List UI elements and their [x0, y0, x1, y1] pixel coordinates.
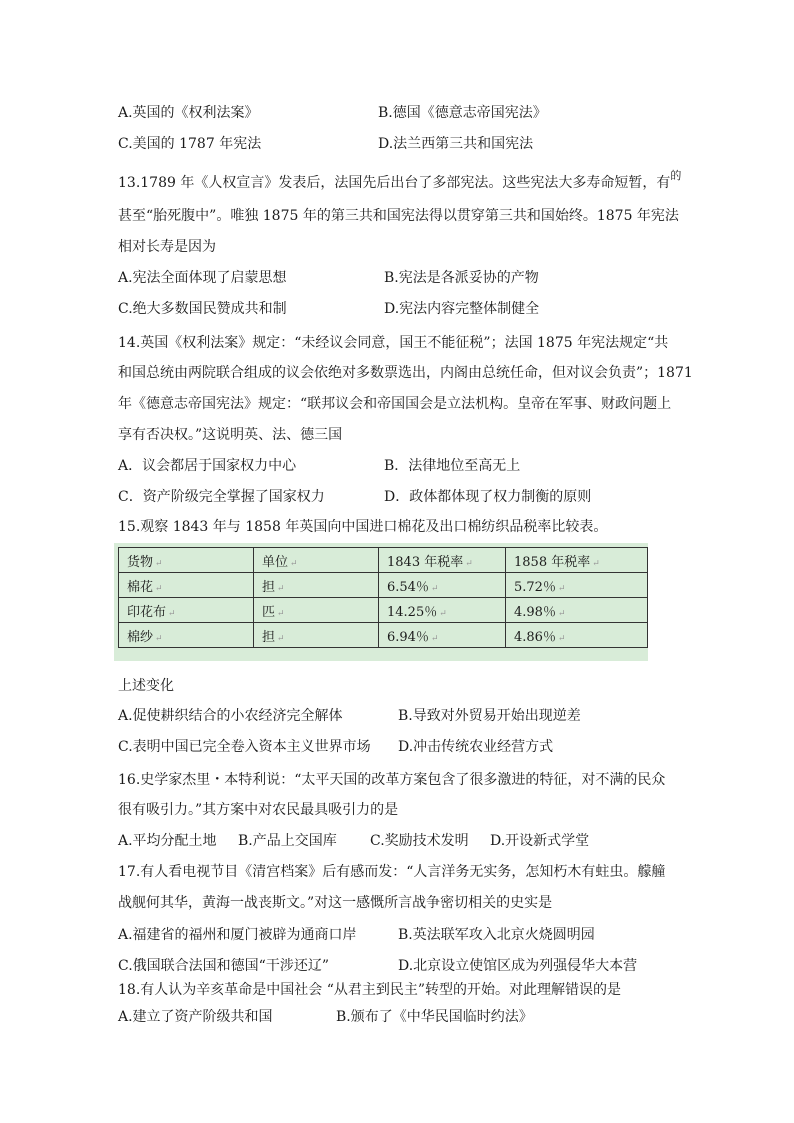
q14-stem-line-3: 年《德意志帝国宪法》规定：“联邦议会和帝国国会是立法机构。皇帝在军事、财政问题上 — [118, 396, 672, 412]
tariff-table-header-row — [119, 548, 648, 573]
table-cell: 6.54％ ↵ — [379, 573, 506, 598]
q17-stem-line-1: 17.有人看电视节目《清宫档案》后有感而发：“人言洋务无实务，怎知朽木有蛀虫。艨艟 — [118, 864, 666, 880]
q12-options-row-2 — [118, 135, 678, 153]
q17-option-d[interactable]: D.北京设立使馆区成为列强侵华大本营 — [398, 958, 638, 974]
q15-stem-line-1: 15.观察 1843 年与 1858 年英国向中国进口棉花及出口棉纺织品税率比较表。 — [118, 519, 608, 535]
q15-after-text: 上述变化 — [118, 678, 174, 694]
q16-option-a[interactable]: A.平均分配土地 — [118, 833, 217, 849]
q15-options-row-1 — [118, 707, 678, 725]
q14-stem-line-4: 享有否决权。”这说明英、法、德三国 — [118, 427, 343, 443]
q12-option-a[interactable]: A.英国的《权利法案》 — [118, 105, 259, 121]
q13-option-d[interactable]: D.宪法内容完整体制健全 — [384, 301, 540, 317]
q13-stem-sup: 的 — [670, 169, 682, 182]
q12-options-row-1 — [118, 104, 678, 122]
table-row — [119, 598, 648, 623]
q14-stem-line-2: 和国总统由两院联合组成的议会依绝对多数票选出，内阁由总统任命，但对议会负责”；1871 — [118, 365, 693, 381]
q14-options-row-1 — [118, 457, 678, 475]
q12-option-b[interactable]: B.德国《德意志帝国宪法》 — [378, 105, 547, 121]
q15-options-row-2 — [118, 738, 678, 756]
q13-stem-line-3: 相对长寿是因为 — [118, 239, 216, 255]
table-cell: 印花布 ↵ — [119, 598, 254, 623]
q14-option-b[interactable]: B．法律地位至高无上 — [384, 458, 521, 474]
table-cell: 5.72％ ↵ — [506, 573, 648, 598]
table-cell: 4.86％ ↵ — [506, 623, 648, 648]
q13-stem-line-1 — [118, 169, 682, 193]
q17-option-a[interactable]: A.福建省的福州和厦门被辟为通商口岸 — [118, 927, 357, 943]
q13-options-row-1 — [118, 269, 678, 287]
q15-option-b[interactable]: B.导致对外贸易开始出现逆差 — [398, 708, 581, 724]
q15-option-d[interactable]: D.冲击传统农业经营方式 — [398, 739, 554, 755]
table-cell: 14.25％ ↵ — [379, 598, 506, 623]
q18-stem-line-1: 18.有人认为辛亥革命是中国社会 “从君主到民主”转型的开始。对此理解错误的是 — [118, 982, 622, 998]
table-cell: 6.94％ ↵ — [379, 623, 506, 648]
q14-option-c[interactable]: C．资产阶级完全掌握了国家权力 — [118, 489, 325, 505]
q17-option-b[interactable]: B.英法联军攻入北京火烧圆明园 — [398, 927, 595, 943]
q16-option-c[interactable]: C.奖励技术发明 — [370, 833, 469, 849]
q17-option-c[interactable]: C.俄国联合法国和德国“干涉还辽” — [118, 958, 329, 974]
table-row — [119, 573, 648, 598]
table-row — [119, 623, 648, 648]
tariff-header-cell: 货物 ↵ — [119, 548, 254, 573]
q16-stem-line-1: 16.史学家杰里・本特利说：“太平天国的改革方案包含了很多激进的特征，对不满的民众 — [118, 772, 666, 788]
q13-option-c[interactable]: C.绝大多数国民赞成共和制 — [118, 301, 287, 317]
q15-option-c[interactable]: C.表明中国已完全卷入资本主义世界市场 — [118, 739, 371, 755]
q12-option-d[interactable]: D.法兰西第三共和国宪法 — [378, 136, 534, 152]
q13-option-a[interactable]: A.宪法全面体现了启蒙思想 — [118, 270, 287, 286]
q17-stem-line-2: 战舰何其华，黄海一战丧斯文。”对这一感慨所言战争密切相关的史实是 — [118, 895, 553, 911]
table-cell: 棉花 ↵ — [119, 573, 254, 598]
q14-options-row-2 — [118, 488, 678, 506]
q18-option-a[interactable]: A.建立了资产阶级共和国 — [118, 1009, 273, 1025]
tariff-header-cell: 单位 ↵ — [254, 548, 379, 573]
table-cell: 担 ↵ — [254, 623, 379, 648]
q18-options-row — [118, 1008, 678, 1026]
q13-stem-line-2: 甚至“胎死腹中”。唯独 1875 年的第三共和国宪法得以贯穿第三共和国始终。1875 年宪法 — [118, 208, 679, 224]
q16-options-row — [118, 832, 678, 850]
q13-option-b[interactable]: B.宪法是各派妥协的产物 — [384, 270, 539, 286]
q14-option-d[interactable]: D．政体都体现了权力制衡的原则 — [384, 489, 592, 505]
table-cell: 棉纱 ↵ — [119, 623, 254, 648]
tariff-table — [118, 547, 648, 648]
tariff-header-cell: 1843 年税率 ↵ — [379, 548, 506, 573]
q16-option-d[interactable]: D.开设新式学堂 — [490, 833, 590, 849]
q16-stem-line-2: 很有吸引力。”其方案中对农民最具吸引力的是 — [118, 802, 399, 818]
q13-options-row-2 — [118, 300, 678, 318]
q14-stem-line-1: 14.英国《权利法案》规定：“未经议会同意，国王不能征税”；法国 1875 年宪法规定“共 — [118, 335, 669, 351]
q14-option-a[interactable]: A．议会都居于国家权力中心 — [118, 458, 297, 474]
q17-options-row-2 — [118, 957, 678, 975]
q17-options-row-1 — [118, 926, 678, 944]
q13-stem-text: 13.1789 年《人权宣言》发表后，法国先后出台了多部宪法。这些宪法大多寿命短暂，有 — [118, 175, 671, 191]
table-cell: 匹 ↵ — [254, 598, 379, 623]
q12-option-c[interactable]: C.美国的 1787 年宪法 — [118, 136, 262, 152]
q15-option-a[interactable]: A.促使耕织结合的小农经济完全解体 — [118, 708, 343, 724]
q16-option-b[interactable]: B.产品上交国库 — [238, 833, 337, 849]
tariff-header-cell: 1858 年税率 ↵ — [506, 548, 648, 573]
table-cell: 担 ↵ — [254, 573, 379, 598]
table-cell: 4.98％ ↵ — [506, 598, 648, 623]
q18-option-b[interactable]: B.颁布了《中华民国临时约法》 — [336, 1009, 533, 1025]
